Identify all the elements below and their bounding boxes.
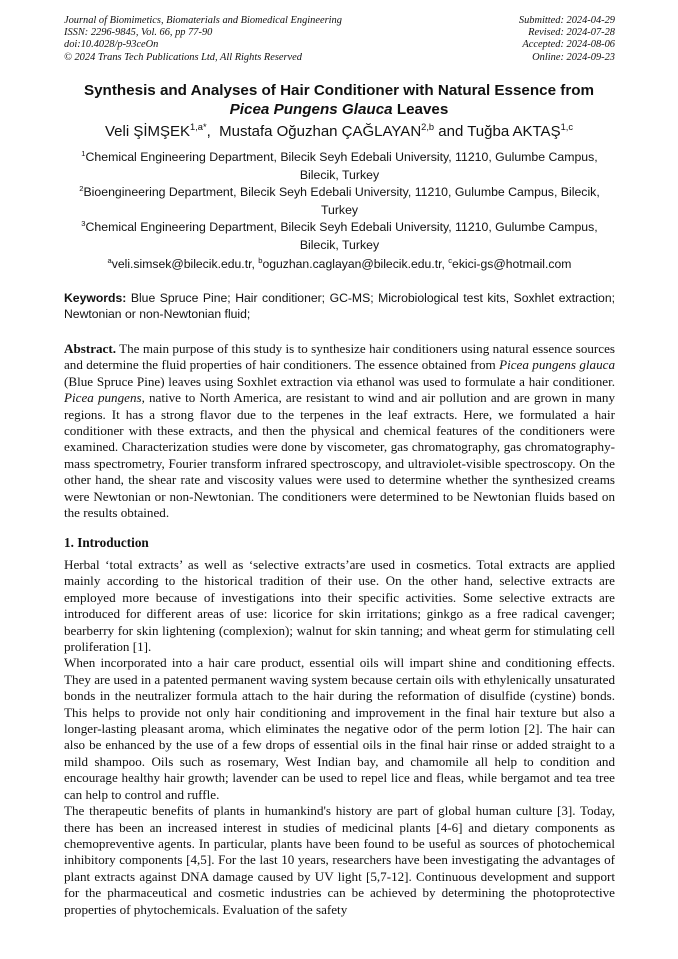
abstract-species: Picea pungens glauca [499,357,615,373]
revised-date: Revised: 2024-07-28 [528,27,615,39]
abstract-text: native to North America, are resistant to wind and air pollution and are grown in many regions. It has a strong flavor due to the terpenes in the leaf extracts. Here, we formulated a hair conditioner with these extracts, and then the physical and chemical features of the conditioners were examined. Characterization studies were done by viscometer, gas chromatography, gas chromatography-mass spectrometry, Fourier transform infrared spectroscopy, and ultraviolet-visible spectroscopy. On the other hand, the shear rate and viscosity values were used to determine whether the synthesized creams were Newtonian or non-Newtonian. The conditioners were determined to be Newtonian fluids based on the results obtained. [64,390,615,521]
author-name: Veli ŞİMŞEK [105,123,191,140]
keywords-block [64,290,615,323]
abstract-species: Picea pungens, [64,390,145,406]
author-name: Mustafa Oğuzhan ÇAĞLAYAN [219,123,422,140]
copyright: © 2024 Trans Tech Publications Ltd, All Rights Reserved [64,51,302,63]
email-link[interactable]: veli.simsek@bilecik.edu.tr, [111,257,259,271]
title-line-1: Synthesis and Analyses of Hair Conditioner with Natural Essence from [83,82,595,99]
header-row-1 [64,15,615,27]
submitted-date: Submitted: 2024-04-29 [518,15,615,26]
issn-volume: ISSN: 2296-9845, Vol. 66, pp 77-90 [64,27,213,39]
online-date: Online: 2024-09-23 [532,51,615,63]
title-line-2-rest: Leaves [392,101,449,118]
author-name: Tuğba AKTAŞ [467,123,561,140]
accepted-date: Accepted: 2024-08-06 [522,39,615,51]
email-mark: b [258,255,263,265]
author-affiliation-mark: 1,c [560,122,573,132]
email-link[interactable]: ekici-gs@hotmail.com [452,257,572,271]
affiliation-text: Chemical Engineering Department, Bilecik Seyh Edebali University, 11210, Gulumbe Campus, Bilecik, Turkey [85,150,598,182]
author-separator: , [206,123,220,140]
section-heading-introduction: 1. Introduction [64,535,149,550]
keywords-label: Keywords: [64,291,127,305]
author-list [40,123,638,141]
header-row-4 [64,52,615,64]
affiliation-text: Bioengineering Department, Bilecik Seyh Edebali University, 11210, Gulumbe Campus, Bilecik, Turkey [83,185,600,217]
email-link[interactable]: oguzhan.caglayan@bilecik.edu.tr, [262,257,449,271]
header-row-3 [64,39,615,51]
doi[interactable]: doi:10.4028/p-93ceOn [64,39,159,51]
journal-name: Journal of Biomimetics, Biomaterials and Biomedical Engineering [64,15,342,26]
affiliation [64,149,615,184]
abstract-text: The main purpose of this study is to synthesize hair conditioners using natural essence sources and determine the fluid properties of hair conditioners. The essence obtained from [64,341,615,373]
journal-header [64,15,615,64]
body-paragraph: Herbal ‘total extracts’ as well as ‘selective extracts’are used in cosmetics. Total extracts are applied mainly according to the historical tradition of their use. On the other hand, selective extracts are employed more because of investigations into their specific activities. Some selective extracts are introduced for different areas of use: licorice for skin irritations; ginkgo as a free radical cavenger; bearberry for skin lightening (complexion); walnut for skin tanning; and wheat germ for stimulating cell proliferation [1]. [64,557,615,655]
abstract-label: Abstract. [64,341,116,356]
keywords-text: Blue Spruce Pine; Hair conditioner; GC-MS; Microbiological test kits, Soxhlet extraction; Newtonian or non-Newtonian fluid; [64,291,615,322]
affiliation-number: 2 [79,183,84,193]
abstract-text: (Blue Spruce Pine) leaves using Soxhlet extraction via ethanol was used to formulate a hair conditioner. [64,373,615,389]
header-row-2 [64,27,615,39]
affiliation [64,184,615,219]
body-paragraph: The therapeutic benefits of plants in humankind's history are part of global human culture [3]. Today, there has been an increased interest in studies of medicinal plants [4-6] and dietary components as chemopreventive agents. In particular, plants have been found to be useful as sources of photochemical inhibitory components [4,5]. For the last 10 years, researchers have been investigating the advantages of plant extracts against DNA damage caused by UV light [5,7-12]. Continuous development and support for the pharmaceutical and cosmetic industries can be achieved by determining the photoprotective properties of phytochemicals. Evaluation of the safety [64,803,615,917]
affiliation-number: 3 [81,218,86,228]
email-mark: c [448,255,453,265]
introduction-body [64,557,615,918]
title-species: Picea Pungens Glauca [229,101,393,118]
body-paragraph: When incorporated into a hair care product, essential oils will impart shine and conditioning effects. They are used in a patented permanent waving system because certain oils with ethylenically unsaturated bonds in the neutralizer formula attach to the hair during the reformation of disulfide (cystine) bonds. This helps to provide not only hair conditioning and improvement in the final hair texture but also a longer-lasting pleasant aroma, which eliminates the negative odor of the perm lotion [2]. The hair can also be enhanced by the use of a few drops of essential oils in the final hair rinse or added straight to a mild shampoo. Oils such as rosemary, West Indian bay, and chamomile all help to condition and encourage healthy hair growth; lavender can be used to repel lice and fleas, while bergamot and tea tree can help to control and ruffle. [64,655,615,802]
affiliation-number: 1 [81,148,86,158]
author-emails [64,256,615,272]
affiliation [64,219,615,254]
author-separator: and [434,123,468,140]
abstract-block [64,341,615,521]
author-affiliation-mark: 2,b [421,122,435,132]
paper-title [40,81,638,119]
email-mark: a [107,255,112,265]
affiliation-text: Chemical Engineering Department, Bilecik Seyh Edebali University, 11210, Gulumbe Campus, Bilecik, Turkey [85,220,598,252]
author-affiliation-mark: 1,a* [190,122,207,132]
